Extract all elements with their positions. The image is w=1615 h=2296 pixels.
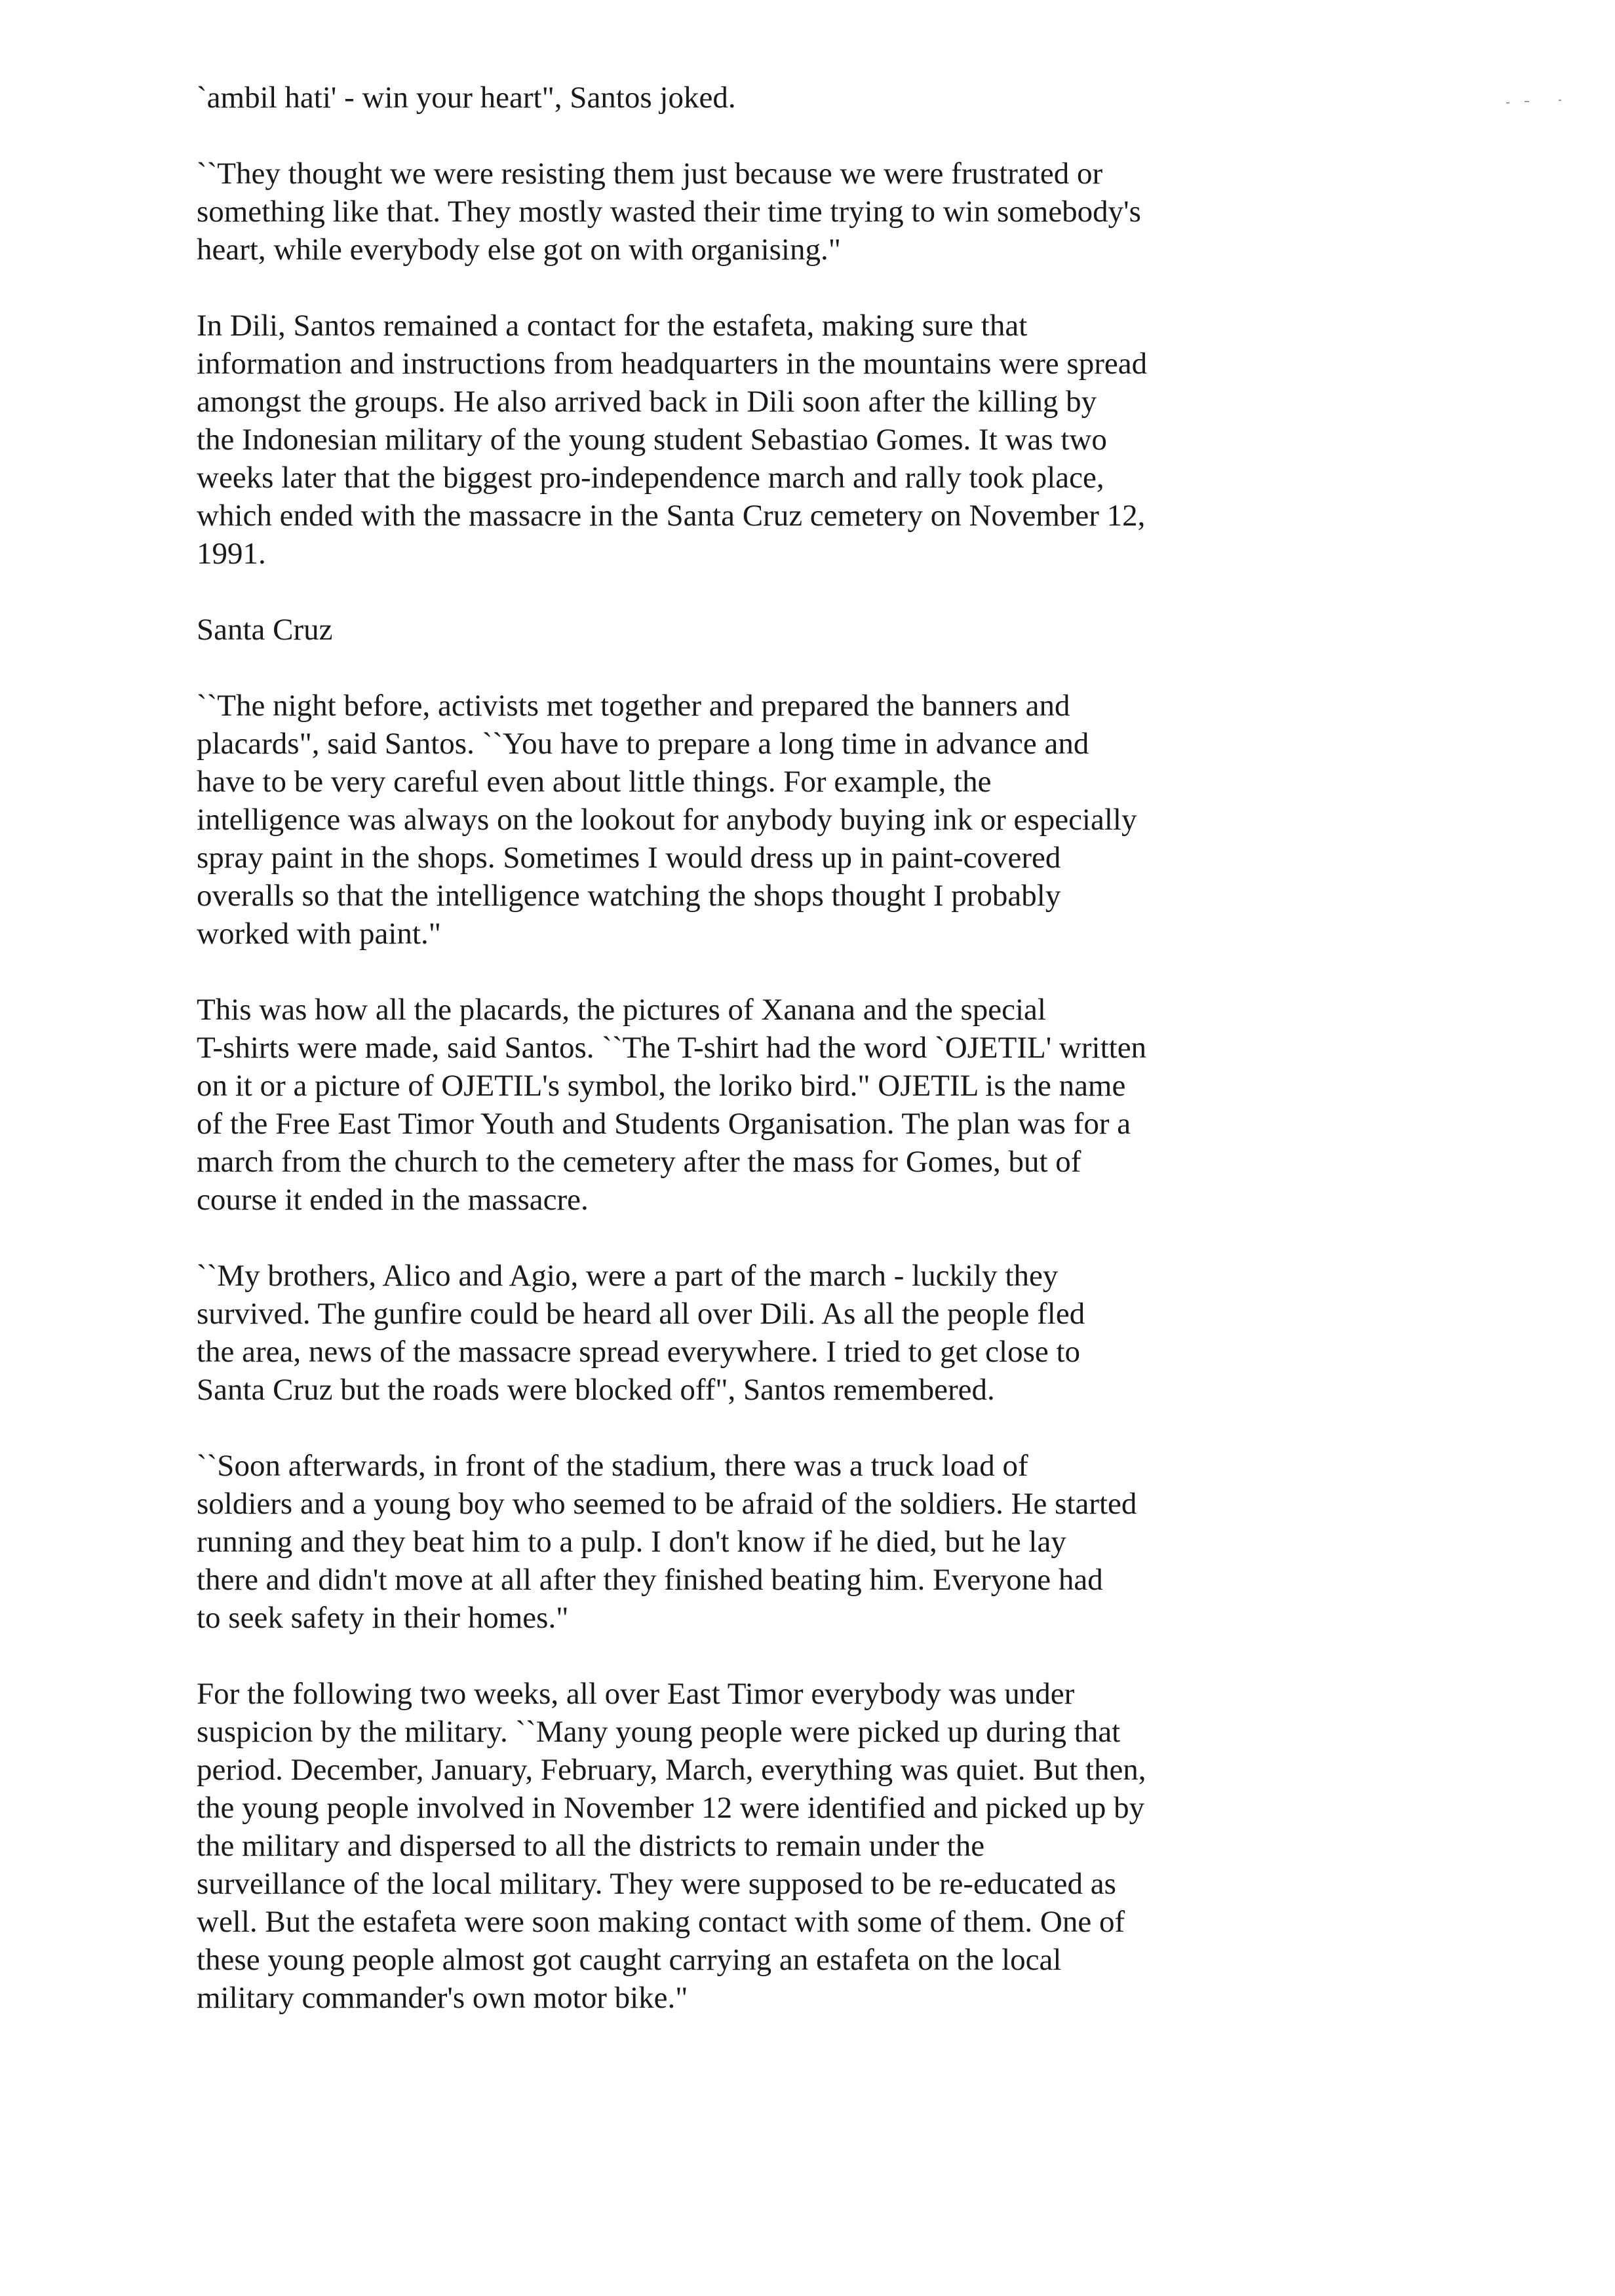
text-line: heart, while everybody else got on with organising." — [197, 233, 841, 267]
text-line: well. But the estafeta were soon making contact with some of them. One of — [197, 1905, 1125, 1939]
paragraph-gap — [197, 1219, 1501, 1257]
text-line: military commander's own motor bike." — [197, 1981, 688, 2015]
section-heading — [197, 611, 1501, 649]
text-line: of the Free East Timor Youth and Students Organisation. The plan was for a — [197, 1107, 1131, 1141]
text-line: the young people involved in November 12 were identified and picked up by — [197, 1791, 1145, 1825]
section-heading-text: Santa Cruz — [197, 613, 333, 647]
paragraph — [197, 687, 1501, 953]
text-line: In Dili, Santos remained a contact for the estafeta, making sure that — [197, 309, 1028, 343]
text-line: something like that. They mostly wasted their time trying to win somebody's — [197, 195, 1141, 229]
paragraph-gap — [197, 649, 1501, 687]
text-line: T-shirts were made, said Santos. ``The T-shirt had the word `OJETIL' written — [197, 1031, 1147, 1065]
paragraph — [197, 1447, 1501, 1637]
text-line: Santa Cruz but the roads were blocked off", Santos remembered. — [197, 1373, 995, 1407]
paragraph — [197, 79, 1501, 117]
text-line: surveillance of the local military. They were supposed to be re-educated as — [197, 1867, 1116, 1901]
paragraph — [197, 991, 1501, 1219]
text-line: survived. The gunfire could be heard all over Dili. As all the people fled — [197, 1297, 1085, 1331]
text-line: ``Soon afterwards, in front of the stadium, there was a truck load of — [197, 1449, 1028, 1483]
text-body — [197, 79, 1501, 2017]
scan-specks — [1501, 98, 1566, 111]
text-line: the military and dispersed to all the districts to remain under the — [197, 1829, 985, 1863]
text-line: placards", said Santos. ``You have to prepare a long time in advance and — [197, 727, 1089, 761]
paragraph-gap — [197, 953, 1501, 991]
text-line: soldiers and a young boy who seemed to be afraid of the soldiers. He started — [197, 1487, 1137, 1521]
paragraph-gap — [197, 1637, 1501, 1675]
paragraph-gap — [197, 117, 1501, 155]
text-line: information and instructions from headquarters in the mountains were spread — [197, 347, 1148, 381]
text-line: weeks later that the biggest pro-independence march and rally took place, — [197, 461, 1104, 495]
paragraph — [197, 1257, 1501, 1409]
text-line: ``The night before, activists met together and prepared the banners and — [197, 689, 1070, 723]
text-line: period. December, January, February, March, everything was quiet. But then, — [197, 1753, 1146, 1787]
text-line: `ambil hati' - win your heart", Santos joked. — [197, 81, 736, 115]
paragraph — [197, 307, 1501, 573]
paragraph — [197, 1675, 1501, 2017]
text-line: ``They thought we were resisting them just because we were frustrated or — [197, 157, 1103, 191]
text-line: march from the church to the cemetery after the mass for Gomes, but of — [197, 1145, 1081, 1179]
text-line: the Indonesian military of the young student Sebastiao Gomes. It was two — [197, 423, 1107, 457]
text-line: spray paint in the shops. Sometimes I would dress up in paint-covered — [197, 841, 1061, 875]
text-line: these young people almost got caught carrying an estafeta on the local — [197, 1943, 1062, 1977]
paragraph-gap — [197, 1409, 1501, 1447]
text-line: there and didn't move at all after they finished beating him. Everyone had — [197, 1563, 1103, 1597]
text-line: the area, news of the massacre spread everywhere. I tried to get close to — [197, 1335, 1081, 1369]
text-line: which ended with the massacre in the Santa Cruz cemetery on November 12, — [197, 499, 1146, 533]
text-line: amongst the groups. He also arrived back in Dili soon after the killing by — [197, 385, 1097, 419]
text-line: have to be very careful even about little things. For example, the — [197, 765, 992, 799]
paragraph — [197, 155, 1501, 269]
text-line: overalls so that the intelligence watching the shops thought I probably — [197, 879, 1061, 913]
text-line: ``My brothers, Alico and Agio, were a part of the march - luckily they — [197, 1259, 1059, 1293]
text-line: on it or a picture of OJETIL's symbol, the loriko bird." OJETIL is the name — [197, 1069, 1126, 1103]
text-line: course it ended in the massacre. — [197, 1183, 589, 1217]
text-line: worked with paint." — [197, 917, 441, 951]
paragraph-gap — [197, 573, 1501, 611]
paragraph-gap — [197, 269, 1501, 307]
text-line: 1991. — [197, 537, 266, 571]
text-line: For the following two weeks, all over East Timor everybody was under — [197, 1677, 1075, 1711]
text-line: intelligence was always on the lookout for anybody buying ink or especially — [197, 803, 1137, 837]
text-line: running and they beat him to a pulp. I don't know if he died, but he lay — [197, 1525, 1066, 1559]
text-line: suspicion by the military. ``Many young people were picked up during that — [197, 1715, 1121, 1749]
text-line: to seek safety in their homes." — [197, 1601, 569, 1635]
text-line: This was how all the placards, the pictures of Xanana and the special — [197, 993, 1046, 1027]
